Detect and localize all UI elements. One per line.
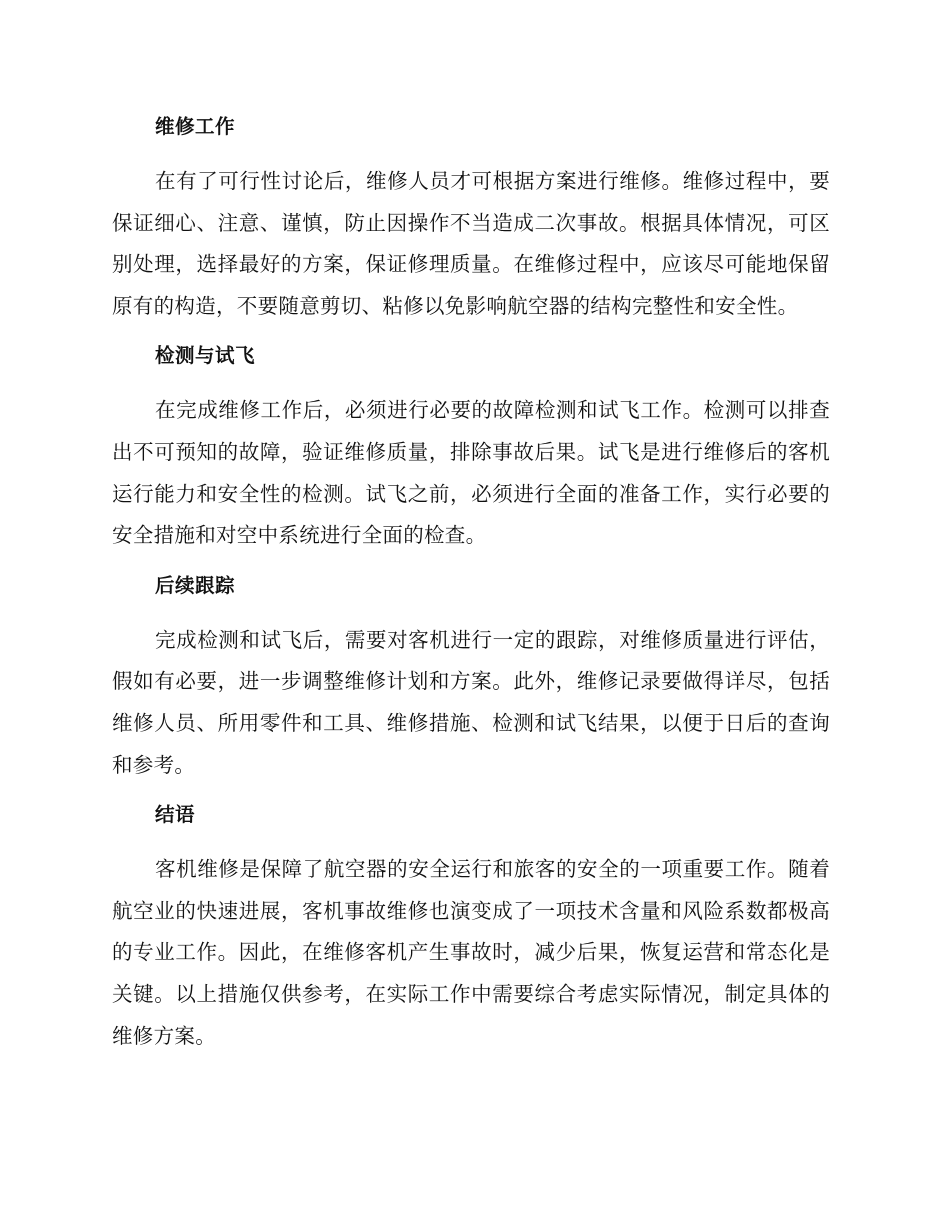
section-paragraph: 完成检测和试飞后，需要对客机进行一定的跟踪，对维修质量进行评估，假如有必要，进一步调整维修计划和方案。此外，维修记录要做得详尽，包括维修人员、所用零件和工具、维修措施、检测和试飞结果，以便于日后的查询和参考。	[112, 627, 830, 777]
section-paragraph: 在有了可行性讨论后，维修人员才可根据方案进行维修。维修过程中，要保证细心、注意、谨慎，防止因操作不当造成二次事故。根据具体情况，可区别处理，选择最好的方案，保证修理质量。在维修过程中，应该尽可能地保留原有的构造，不要随意剪切、粘修以免影响航空器的结构完整性和安全性。	[112, 169, 830, 318]
document-page	[112, 106, 830, 1065]
section-conclusion	[112, 794, 830, 1057]
section-heading: 结语	[155, 803, 196, 827]
section-heading: 后续跟踪	[155, 573, 236, 597]
section-heading: 检测与试飞	[155, 344, 256, 368]
section-inspection-test-flight	[112, 335, 830, 556]
section-follow-up	[112, 565, 830, 786]
section-maintenance-work	[112, 106, 830, 327]
section-paragraph: 在完成维修工作后，必须进行必要的故障检测和试飞工作。检测可以排查出不可预知的故障，验证维修质量，排除事故后果。试飞是进行维修后的客机运行能力和安全性的检测。试飞之前，必须进行全面的准备工作，实行必要的安全措施和对空中系统进行全面的检查。	[112, 398, 830, 548]
section-heading: 维修工作	[155, 115, 236, 138]
section-paragraph: 客机维修是保障了航空器的安全运行和旅客的安全的一项重要工作。随着航空业的快速进展，客机事故维修也演变成了一项技术含量和风险系数都极高的专业工作。因此，在维修客机产生事故时，减少后果，恢复运营和常态化是关键。以上措施仅供参考，在实际工作中需要综合考虑实际情况，制定具体的维修方案。	[112, 857, 830, 1048]
